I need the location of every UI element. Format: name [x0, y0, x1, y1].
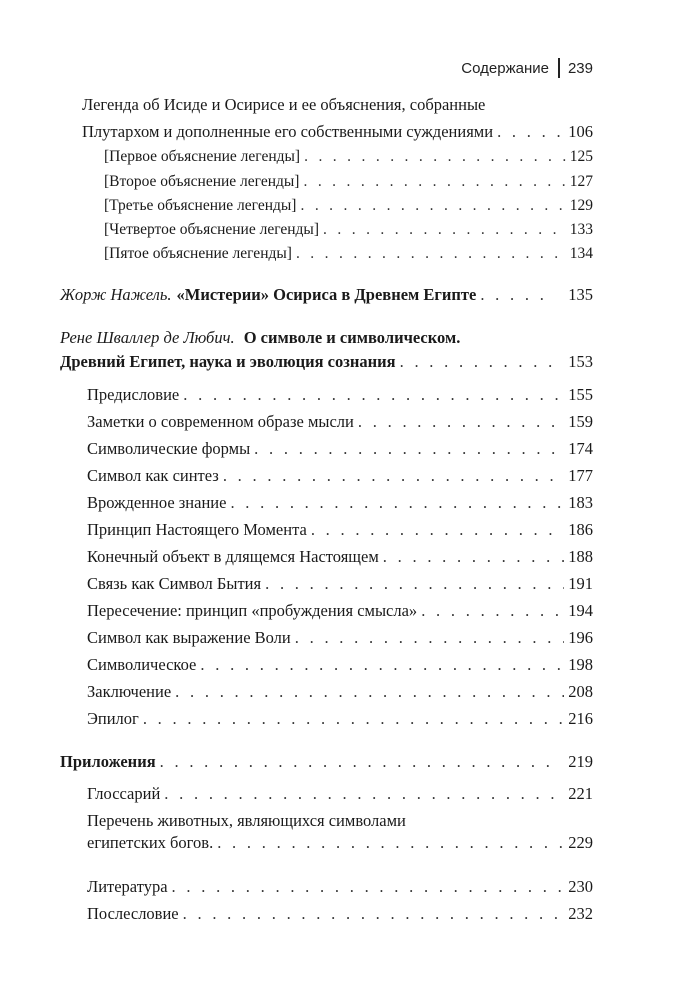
- toc-item-title: Послесловие: [87, 904, 179, 923]
- toc-item-lubicz-6[interactable]: [87, 518, 593, 542]
- dot-leader: [164, 782, 564, 806]
- toc-entry-page: 229: [568, 833, 593, 852]
- toc-entry-page: 135: [568, 285, 593, 304]
- toc-entry-title-line2: Древний Египет, наука и эволюция сознания: [60, 352, 396, 371]
- toc-entry-page: 188: [568, 547, 593, 566]
- toc-item-lubicz-4[interactable]: [87, 464, 593, 488]
- toc-item-lubicz-3[interactable]: [87, 437, 593, 461]
- toc-entry-page: 133: [569, 221, 593, 238]
- toc-subentry-title: [Второе объяснение легенды]: [104, 173, 300, 190]
- dot-leader: [480, 283, 554, 307]
- dot-leader: [223, 464, 564, 488]
- toc-entry-page: 159: [568, 412, 593, 431]
- dot-leader: [172, 875, 565, 899]
- dot-leader: [143, 707, 564, 731]
- toc-entry-page: 129: [569, 197, 593, 214]
- toc-entry-isis[interactable]: [82, 120, 593, 144]
- toc-entry-page: 196: [568, 628, 593, 647]
- toc-entry-page: 153: [568, 352, 593, 371]
- dot-leader: [304, 145, 566, 169]
- toc-item-lubicz-7[interactable]: [87, 545, 593, 569]
- dot-leader: [303, 170, 565, 194]
- running-head-divider: [558, 58, 560, 78]
- toc-item-title: Предисловие: [87, 385, 180, 404]
- toc-item-lubicz-8[interactable]: [87, 572, 593, 596]
- dot-leader: [383, 545, 564, 569]
- toc-entry-page: 216: [568, 709, 593, 728]
- toc-item-title: Заметки о современном образе мысли: [87, 412, 354, 431]
- toc-entry-author: Жорж Нажель.: [60, 285, 172, 304]
- toc-subentry-isis-3[interactable]: [104, 194, 593, 218]
- toc-entry-author: Рене Шваллер де Любич.: [60, 328, 235, 347]
- toc-entry-page: 208: [568, 682, 593, 701]
- toc-entry-isis-title-line2: Плутархом и дополненные его собственными суждениями: [82, 122, 494, 141]
- dot-leader: [265, 572, 564, 596]
- toc-item-lubicz-12[interactable]: [87, 680, 593, 704]
- toc-entry-page: 183: [568, 493, 593, 512]
- toc-subentry-title: [Третье объяснение легенды]: [104, 197, 297, 214]
- toc-item-title: Заключение: [87, 682, 172, 701]
- toc-item-title: Принцип Настоящего Момента: [87, 520, 307, 539]
- running-head-page-number: 239: [567, 59, 593, 77]
- toc-entry-nagel[interactable]: [60, 283, 593, 307]
- dot-leader: [160, 750, 555, 774]
- running-head: [461, 58, 593, 78]
- toc-subentry-isis-2[interactable]: [104, 170, 593, 194]
- toc-item-title: Врожденное знание: [87, 493, 227, 512]
- toc-item-lubicz-11[interactable]: [87, 653, 593, 677]
- toc-entry-page: 155: [568, 385, 593, 404]
- toc-entry-page: 174: [568, 439, 593, 458]
- toc-subentry-isis-4[interactable]: [104, 218, 593, 242]
- toc-entry-page: 191: [568, 574, 593, 593]
- toc-item-title: Глоссарий: [87, 784, 161, 803]
- toc-item-title: Символические формы: [87, 439, 251, 458]
- toc-entry-page: 221: [568, 784, 593, 803]
- toc-item-title: Символ как синтез: [87, 466, 219, 485]
- toc-item-lubicz-1[interactable]: [87, 383, 593, 407]
- dot-leader: [358, 410, 564, 434]
- dot-leader: [175, 680, 564, 704]
- toc-entry-page: 134: [569, 245, 593, 262]
- toc-item-title: Пересечение: принцип «пробуждения смысла»: [87, 601, 418, 620]
- toc-entry-lubicz[interactable]: [60, 350, 593, 374]
- dot-leader: [254, 437, 564, 461]
- dot-leader: [296, 242, 566, 266]
- toc-entry-page: 198: [568, 655, 593, 674]
- toc-item-title: Символ как выражение Воли: [87, 628, 291, 647]
- dot-leader: [183, 383, 564, 407]
- toc-item-lubicz-5[interactable]: [87, 491, 593, 515]
- running-head-title: Содержание: [461, 59, 549, 77]
- dot-leader: [230, 491, 564, 515]
- dot-leader: [323, 218, 566, 242]
- toc-entry-page: 232: [568, 904, 593, 923]
- toc-item-lubicz-9[interactable]: [87, 599, 593, 623]
- toc-entry-title-line1: О символе и символическом.: [243, 328, 461, 347]
- dot-leader: [295, 626, 565, 650]
- toc-item-title-line2: египетских богов.: [87, 833, 214, 852]
- toc-item-afterword[interactable]: [87, 902, 593, 926]
- toc-item-title: Эпилог: [87, 709, 139, 728]
- toc-item-animals[interactable]: [87, 831, 593, 855]
- toc-item-literature[interactable]: [87, 875, 593, 899]
- toc-entry-page: 125: [569, 148, 593, 165]
- toc-entry-page: 177: [568, 466, 593, 485]
- dot-leader: [400, 350, 555, 374]
- toc-item-title: Связь как Символ Бытия: [87, 574, 262, 593]
- toc-entry-page: 194: [568, 601, 593, 620]
- toc-subentry-title: [Четвертое объяснение легенды]: [104, 221, 320, 238]
- toc-entry-page: 186: [568, 520, 593, 539]
- toc-entry-isis-title-line1: Легенда об Исиде и Осирисе и ее объяснения, собранные: [82, 95, 486, 114]
- toc-entry-lubicz-heading: [60, 326, 460, 350]
- toc-entry-title: Приложения: [60, 752, 156, 771]
- toc-item-title: Литература: [87, 877, 168, 896]
- dot-leader: [183, 902, 565, 926]
- toc-item-glossary[interactable]: [87, 782, 593, 806]
- toc-entry-title: «Мистерии» Осириса в Древнем Египте: [176, 285, 477, 304]
- dot-leader: [217, 831, 564, 855]
- toc-item-lubicz-10[interactable]: [87, 626, 593, 650]
- toc-entry-page: 106: [568, 122, 593, 141]
- toc-item-title: Конечный объект в длящемся Настоящем: [87, 547, 379, 566]
- toc-item-lubicz-13[interactable]: [87, 707, 593, 731]
- dot-leader: [311, 518, 564, 542]
- toc-item-title: Символическое: [87, 655, 197, 674]
- toc-subentry-isis-5[interactable]: [104, 242, 593, 266]
- dot-leader: [421, 599, 564, 623]
- toc-item-animals-title-line1: Перечень животных, являющихся символами: [87, 811, 406, 830]
- toc-entry-page: 219: [568, 752, 593, 771]
- toc-entry-page: 127: [569, 173, 593, 190]
- dot-leader: [300, 194, 565, 218]
- toc-subentry-title: [Пятое объяснение легенды]: [104, 245, 292, 262]
- toc-subentry-isis-1[interactable]: [104, 145, 593, 169]
- dot-leader: [200, 653, 564, 677]
- toc-subentry-title: [Первое объяснение легенды]: [104, 148, 301, 165]
- dot-leader: [497, 120, 564, 144]
- toc-entry-appendix[interactable]: [60, 750, 593, 774]
- toc-item-lubicz-2[interactable]: [87, 410, 593, 434]
- toc-entry-page: 230: [568, 877, 593, 896]
